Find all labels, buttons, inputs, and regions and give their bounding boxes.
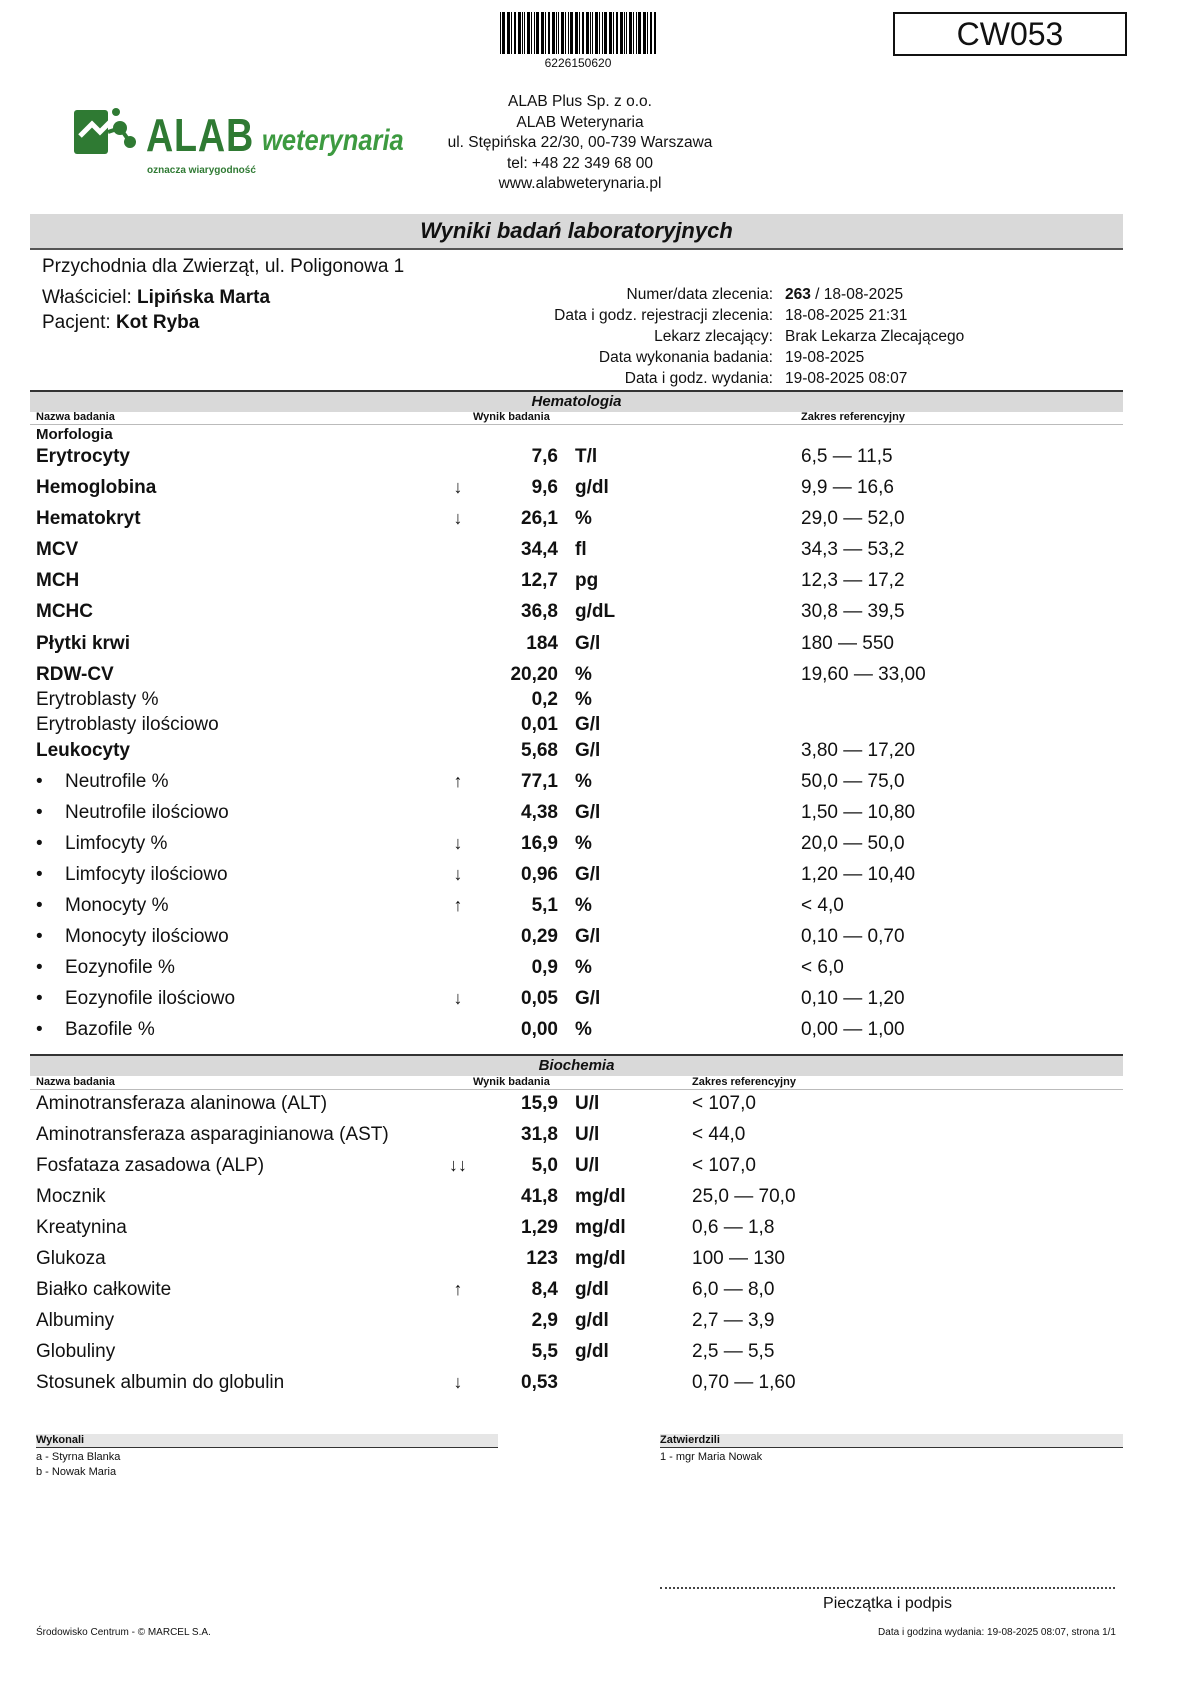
test-value: 0,53 [521, 1372, 558, 1393]
test-name: Stosunek albumin do globulin [36, 1372, 285, 1393]
test-name: Erytrocyty [36, 446, 130, 467]
table-row [0, 802, 1179, 830]
table-row [0, 1155, 1179, 1183]
patient-info [42, 312, 199, 334]
performer: a - Styrna Blanka [36, 1451, 121, 1463]
barcode-bar [568, 12, 569, 54]
bullet-icon: • [36, 926, 43, 947]
table-row [0, 633, 1179, 661]
col-ref-header: Zakres referencyjny [801, 411, 905, 423]
barcode-bar [502, 12, 505, 54]
barcode-bar [570, 12, 573, 54]
meta-value [785, 349, 864, 367]
table-row [0, 570, 1179, 598]
barcode-bar [582, 12, 584, 54]
barcode-bar [592, 12, 593, 54]
reference-range: < 107,0 [692, 1155, 756, 1176]
test-value: 0,2 [531, 689, 558, 710]
test-value: 184 [526, 633, 558, 654]
test-value: 16,9 [521, 833, 558, 854]
reference-range: 30,8 — 39,5 [801, 601, 905, 622]
table-row [0, 664, 1179, 692]
alab-logo-icon [74, 106, 144, 158]
test-unit: % [575, 508, 592, 529]
table-row [0, 1248, 1179, 1276]
reference-range: 25,0 — 70,0 [692, 1186, 796, 1207]
table-row [0, 1093, 1179, 1121]
reference-range: 100 — 130 [692, 1248, 785, 1269]
test-name: Hematokryt [36, 508, 141, 529]
meta-value-text: / 18-08-2025 [810, 286, 904, 303]
barcode-bar [586, 12, 589, 54]
barcode-number: 6226150620 [544, 56, 612, 70]
test-name: Hemoglobina [36, 477, 157, 498]
approver: 1 - mgr Maria Nowak [660, 1451, 763, 1463]
barcode-bar [507, 12, 510, 54]
reference-range: < 44,0 [692, 1124, 746, 1145]
test-value: 5,5 [531, 1341, 558, 1362]
barcode-bar [548, 12, 550, 54]
bullet-icon: • [36, 771, 43, 792]
test-name: Leukocyty [36, 740, 130, 761]
test-name: Kreatynina [36, 1217, 127, 1238]
reference-range: 2,5 — 5,5 [692, 1341, 775, 1362]
barcode-bar [633, 12, 634, 54]
table-row [0, 1186, 1179, 1214]
test-unit: g/dl [575, 1279, 609, 1300]
reference-range: 0,10 — 1,20 [801, 988, 905, 1009]
barcode-bar [599, 12, 600, 54]
meta-value-text: 19-08-2025 08:07 [785, 370, 908, 387]
test-unit: mg/dl [575, 1248, 626, 1269]
flag-arrow-icon: ↓ [453, 1372, 463, 1392]
bullet-icon: • [36, 1019, 43, 1040]
test-name: RDW-CV [36, 664, 114, 685]
flag-arrow-icon: ↓ [453, 833, 463, 853]
test-value: 4,38 [521, 802, 558, 823]
barcode-bar [536, 12, 539, 54]
bullet-icon: • [36, 957, 43, 978]
test-value: 5,68 [521, 740, 558, 761]
barcode-bar [565, 12, 566, 54]
barcode-bar [579, 12, 580, 54]
logo-name: ALAB [146, 109, 255, 161]
test-unit: T/l [575, 446, 598, 467]
test-name: Eozynofile ilościowo [65, 988, 236, 1009]
meta-label: Data i godz. wydania: [624, 370, 773, 387]
reference-range: 12,3 — 17,2 [801, 570, 905, 591]
barcode-bar [626, 12, 627, 54]
col-name-header: Nazwa badania [36, 411, 115, 423]
patient-label: Pacjent: [42, 312, 111, 333]
barcode-bar [561, 12, 564, 54]
test-name: Bazofile % [65, 1019, 155, 1040]
barcode-bar [511, 12, 512, 54]
reference-range: 1,50 — 10,80 [801, 802, 916, 823]
barcode-bar [638, 12, 641, 54]
test-unit: G/l [575, 633, 601, 654]
table-row [0, 1372, 1179, 1400]
meta-value [785, 286, 903, 304]
barcode-bar [545, 12, 546, 54]
test-name: MCHC [36, 601, 93, 622]
test-unit: g/dl [575, 1310, 609, 1331]
test-unit: % [575, 689, 592, 710]
reference-range: < 4,0 [801, 895, 844, 916]
table-row [0, 1217, 1179, 1245]
reference-range: 19,60 — 33,00 [801, 664, 926, 685]
meta-label: Data i godz. rejestracji zlecenia: [554, 307, 773, 324]
test-unit: G/l [575, 740, 601, 761]
meta-label: Data wykonania badania: [598, 349, 773, 366]
reference-range: 20,0 — 50,0 [801, 833, 905, 854]
table-row [0, 957, 1179, 985]
reference-range: 1,20 — 10,40 [801, 864, 916, 885]
flag-arrow-icon: ↓↓ [449, 1155, 467, 1175]
footer-left-note: Środowisko Centrum - © MARCEL S.A. [36, 1627, 211, 1638]
barcode [500, 12, 656, 54]
test-name: Erytroblasty ilościowo [36, 714, 219, 735]
meta-value [785, 328, 964, 346]
test-unit: % [575, 771, 592, 792]
test-value: 5,1 [531, 895, 558, 916]
barcode-bar [518, 12, 521, 54]
test-name: Monocyty % [65, 895, 169, 916]
test-unit: G/l [575, 864, 601, 885]
barcode-bar [636, 12, 637, 54]
test-unit: mg/dl [575, 1186, 626, 1207]
bullet-icon: • [36, 833, 43, 854]
barcode-bar [624, 12, 625, 54]
test-name: Płytki krwi [36, 633, 130, 654]
performed-by-label: Wykonali [36, 1434, 498, 1448]
table-row [0, 988, 1179, 1016]
bullet-icon: • [36, 895, 43, 916]
test-value: 31,8 [521, 1124, 558, 1145]
test-value: 2,9 [531, 1310, 558, 1331]
test-unit: G/l [575, 926, 601, 947]
test-name: Białko całkowite [36, 1279, 172, 1300]
test-name: Neutrofile ilościowo [65, 802, 229, 823]
test-unit: % [575, 664, 592, 685]
col-ref-header: Zakres referencyjny [692, 1076, 796, 1088]
owner-name: Lipińska Marta [137, 287, 271, 308]
test-unit: G/l [575, 802, 601, 823]
barcode-bar [602, 12, 603, 54]
test-unit: g/dl [575, 1341, 609, 1362]
table-row [0, 833, 1179, 861]
company-website[interactable]: www.alabweterynaria.pl [498, 175, 662, 192]
test-value: 5,0 [531, 1155, 558, 1176]
meta-value-text: 18-08-2025 21:31 [785, 307, 908, 324]
reference-range: 3,80 — 17,20 [801, 740, 916, 761]
test-value: 26,1 [521, 508, 558, 529]
test-unit: % [575, 895, 592, 916]
barcode-bar [604, 12, 607, 54]
test-unit: U/l [575, 1093, 600, 1114]
test-name: Albuminy [36, 1310, 115, 1331]
barcode-bar [620, 12, 623, 54]
bullet-icon: • [36, 988, 43, 1009]
order-number: 263 [785, 286, 811, 303]
flag-arrow-icon: ↓ [453, 988, 463, 1008]
reference-range: 2,7 — 3,9 [692, 1310, 775, 1331]
test-unit: g/dL [575, 601, 616, 622]
company-address [420, 92, 740, 195]
test-unit: % [575, 957, 592, 978]
barcode-bar [643, 12, 646, 54]
test-value: 20,20 [510, 664, 558, 685]
col-result-header: Wynik badania [473, 1076, 550, 1088]
reference-range: 9,9 — 16,6 [801, 477, 894, 498]
barcode-bar [558, 12, 559, 54]
flag-arrow-icon: ↓ [453, 477, 463, 497]
test-name: Limfocyty % [65, 833, 168, 854]
test-unit: G/l [575, 714, 601, 735]
test-unit: U/l [575, 1155, 600, 1176]
barcode-bar [541, 12, 544, 54]
meta-label: Numer/data zlecenia: [626, 286, 773, 303]
reference-range: 0,6 — 1,8 [692, 1217, 775, 1238]
stamp-label: Pieczątka i podpis [823, 1595, 952, 1612]
barcode-bar [527, 12, 530, 54]
barcode-bar [524, 12, 525, 54]
reference-range: 29,0 — 52,0 [801, 508, 905, 529]
flag-arrow-icon: ↑ [453, 1279, 463, 1299]
reference-range: 6,5 — 11,5 [801, 446, 893, 467]
test-value: 0,01 [521, 714, 558, 735]
barcode-bar [654, 12, 656, 54]
reference-range: 180 — 550 [801, 633, 894, 654]
test-name: Aminotransferaza asparaginianowa (AST) [36, 1124, 389, 1145]
owner-info [42, 287, 270, 309]
barcode-bar [552, 12, 555, 54]
barcode-bar [647, 12, 648, 54]
barcode-bar [616, 12, 618, 54]
sample-code-box: CW053 [893, 12, 1127, 56]
test-value: 36,8 [521, 601, 558, 622]
test-value: 0,9 [531, 957, 558, 978]
company-line: ALAB Weterynaria [516, 113, 644, 131]
table-row [0, 1279, 1179, 1307]
performer: b - Nowak Maria [36, 1466, 117, 1478]
meta-value [785, 307, 907, 325]
test-unit: % [575, 1019, 592, 1040]
col-name-header: Nazwa badania [36, 1076, 115, 1088]
barcode-bar [534, 12, 535, 54]
divider [30, 1089, 1123, 1090]
meta-value [785, 370, 907, 388]
test-name: Fosfataza zasadowa (ALP) [36, 1155, 265, 1176]
reference-range: 6,0 — 8,0 [692, 1279, 775, 1300]
table-row [0, 539, 1179, 567]
footer-right-note: Data i godzina wydania: 19-08-2025 08:07, strona 1/1 [878, 1627, 1116, 1638]
test-name: Monocyty ilościowo [65, 926, 229, 947]
barcode-bar [556, 12, 557, 54]
test-unit: U/l [575, 1124, 600, 1145]
table-row [0, 508, 1179, 536]
test-name: Erytroblasty % [36, 689, 159, 710]
test-unit: % [575, 833, 592, 854]
test-name: Eozynofile % [65, 957, 175, 978]
table-row [0, 1310, 1179, 1338]
barcode-bar [613, 12, 614, 54]
test-name: MCH [36, 570, 80, 591]
table-row [0, 1019, 1179, 1047]
test-value: 123 [526, 1248, 558, 1269]
test-name: Glukoza [36, 1248, 106, 1269]
test-value: 0,00 [521, 1019, 558, 1040]
table-row [0, 926, 1179, 954]
test-value: 41,8 [521, 1186, 558, 1207]
test-value: 0,29 [521, 926, 558, 947]
reference-range: 34,3 — 53,2 [801, 539, 905, 560]
barcode-bar [629, 12, 632, 54]
table-row [0, 1124, 1179, 1152]
patient-name: Kot Ryba [115, 312, 200, 333]
table-row [0, 446, 1179, 474]
test-unit: mg/dl [575, 1217, 626, 1238]
barcode-bar [514, 12, 516, 54]
owner-label: Właściciel: [42, 287, 132, 308]
test-value: 8,4 [531, 1279, 558, 1300]
col-result-header: Wynik badania [473, 411, 550, 423]
reference-range: 0,70 — 1,60 [692, 1372, 796, 1393]
table-row [0, 714, 1179, 742]
logo-subtitle: weterynaria [262, 124, 404, 157]
bullet-icon: • [36, 802, 43, 823]
hematology-section-title: Hematologia [30, 390, 1123, 412]
test-value: 7,6 [531, 446, 558, 467]
test-name: MCV [36, 539, 79, 560]
flag-arrow-icon: ↑ [453, 895, 463, 915]
barcode-bar [575, 12, 578, 54]
reference-range: 50,0 — 75,0 [801, 771, 905, 792]
test-value: 0,96 [521, 864, 558, 885]
table-row [0, 1341, 1179, 1369]
test-unit: fl [575, 539, 587, 560]
clinic-name: Przychodnia dla Zwierząt, ul. Poligonowa 1 [42, 256, 405, 277]
test-name: Neutrofile % [65, 771, 169, 792]
signature-line [660, 1587, 1115, 1589]
reference-range: 0,00 — 1,00 [801, 1019, 905, 1040]
test-value: 15,9 [521, 1093, 558, 1114]
test-value: 12,7 [521, 570, 558, 591]
test-name: Globuliny [36, 1341, 116, 1362]
table-row [0, 771, 1179, 799]
reference-range: < 107,0 [692, 1093, 756, 1114]
test-name: Aminotransferaza alaninowa (ALT) [36, 1093, 328, 1114]
table-row [0, 895, 1179, 923]
approved-by-label: Zatwierdzili [660, 1434, 1123, 1448]
meta-value-text: 19-08-2025 [785, 349, 865, 366]
flag-arrow-icon: ↓ [453, 508, 463, 528]
logo-tagline: oznacza wiarygodność [147, 165, 256, 176]
test-unit: G/l [575, 988, 601, 1009]
table-row [0, 864, 1179, 892]
test-name: Limfocyty ilościowo [65, 864, 228, 885]
divider [30, 424, 1123, 425]
company-line: ALAB Plus Sp. z o.o. [508, 93, 652, 110]
company-line: ul. Stępińska 22/30, 00-739 Warszawa [447, 134, 713, 151]
test-value: 0,05 [521, 988, 558, 1009]
barcode-bar [609, 12, 612, 54]
barcode-bar [500, 12, 501, 54]
reference-range: 0,10 — 0,70 [801, 926, 905, 947]
barcode-bar [531, 12, 532, 54]
test-value: 77,1 [521, 771, 558, 792]
meta-label: Lekarz zlecający: [654, 328, 773, 345]
company-line: tel: +48 22 349 68 00 [506, 154, 654, 172]
subsection-title: Morfologia [36, 426, 113, 443]
test-value: 9,6 [531, 477, 558, 498]
table-row [0, 740, 1179, 768]
test-name: Mocznik [36, 1186, 106, 1207]
test-value: 1,29 [521, 1217, 558, 1238]
barcode-bar [590, 12, 591, 54]
test-unit: g/dl [575, 477, 609, 498]
biochemistry-section-title: Biochemia [30, 1054, 1123, 1076]
barcode-bar [522, 12, 523, 54]
table-row [0, 477, 1179, 505]
table-row [0, 689, 1179, 717]
meta-value-text: Brak Lekarza Zlecającego [785, 328, 965, 345]
flag-arrow-icon: ↑ [453, 771, 463, 791]
flag-arrow-icon: ↓ [453, 864, 463, 884]
barcode-bar [595, 12, 598, 54]
reference-range: < 6,0 [801, 957, 844, 978]
barcode-bar [650, 12, 652, 54]
table-row [0, 601, 1179, 629]
report-title: Wyniki badań laboratoryjnych [30, 214, 1123, 250]
bullet-icon: • [36, 864, 43, 885]
test-unit: pg [575, 570, 599, 591]
test-value: 34,4 [521, 539, 558, 560]
